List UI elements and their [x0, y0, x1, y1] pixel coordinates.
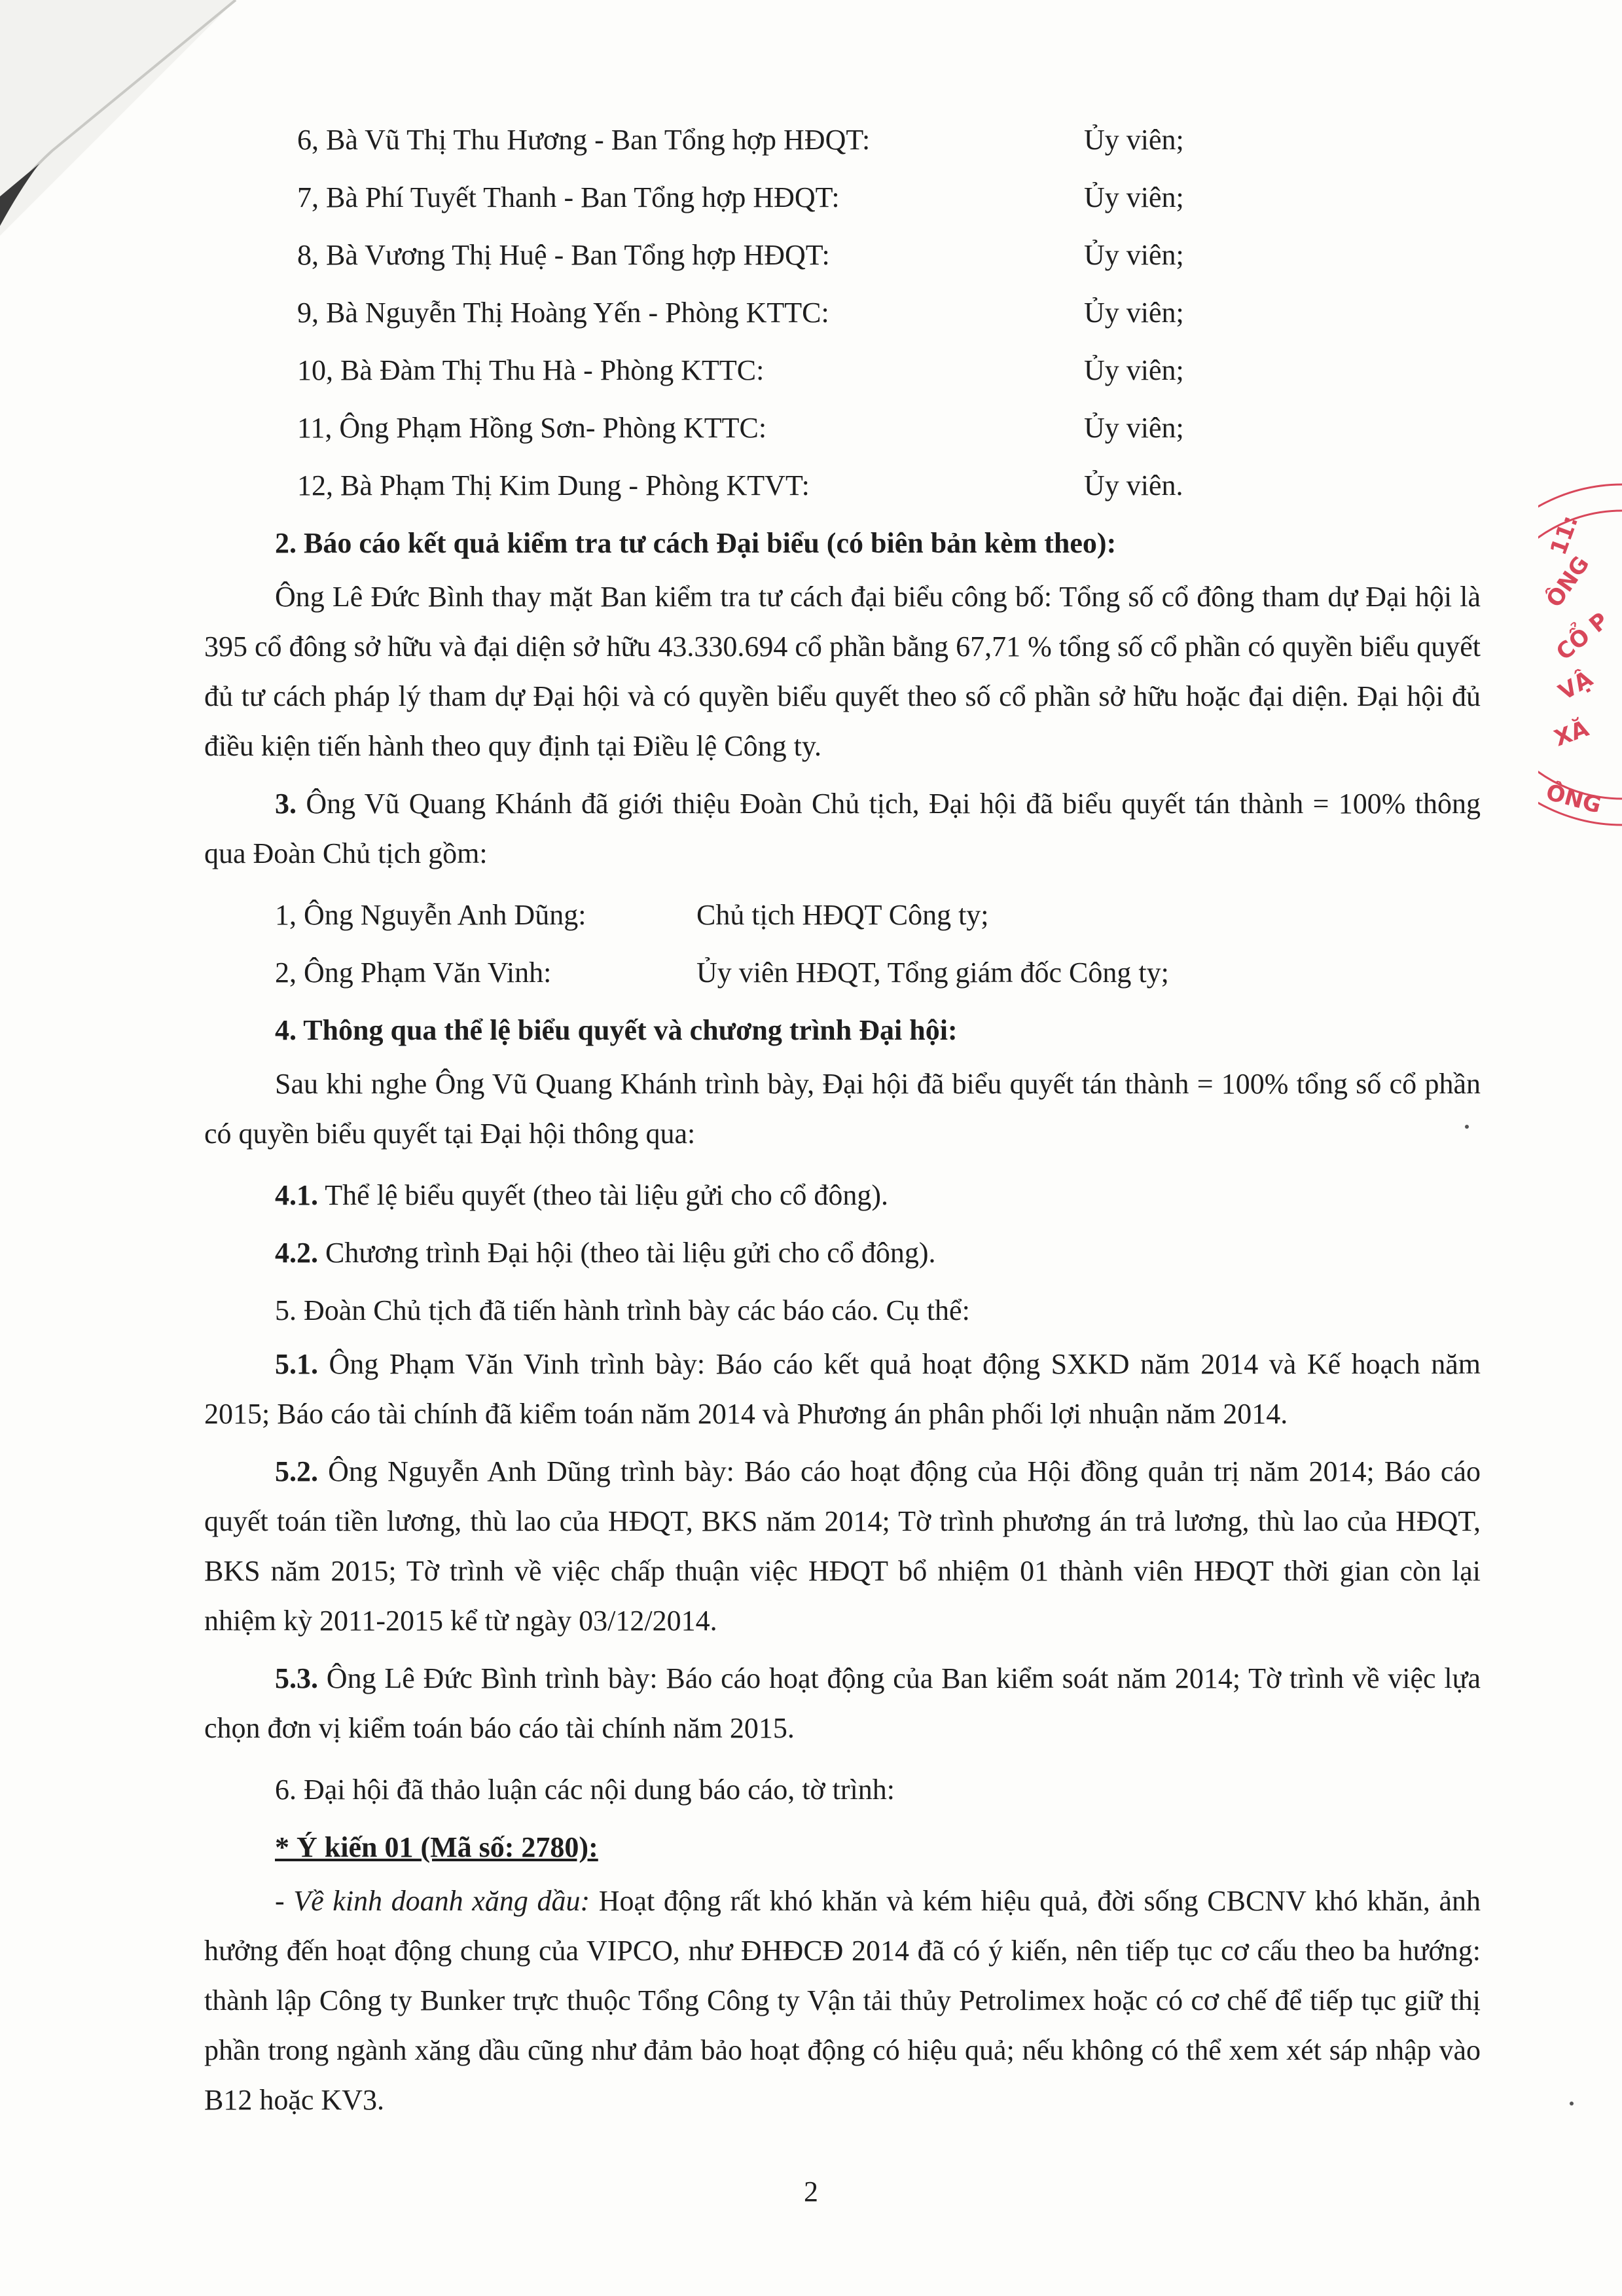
section-4-item-1 — [204, 1167, 1481, 1224]
chair-name: 2, Ông Phạm Văn Vinh: — [275, 957, 552, 989]
svg-text:VẬ: VẬ — [1554, 665, 1598, 706]
company-stamp — [1538, 471, 1622, 838]
opinion-text — [204, 1876, 1481, 2125]
member-row — [204, 169, 1481, 227]
chair-row — [204, 886, 1481, 944]
section-2-heading: 2. Báo cáo kết quả kiểm tra tư cách Đại biểu (có biên bản kèm theo): — [275, 527, 1117, 559]
section-3-number: 3. — [275, 788, 297, 820]
member-name: 8, Bà Vương Thị Huệ - Ban Tổng hợp HĐQT: — [297, 239, 830, 271]
svg-text:CỔ P: CỔ P — [1551, 608, 1614, 666]
opinion-body: Hoạt động rất khó khăn và kém hiệu quả, đời sống CBCNV khó khăn, ảnh hưởng đến hoạt động chung của VIPCO, như ĐHĐCĐ 2014 đã có ý kiến, nên tiếp tục cơ cấu theo ba hướng: thành lập Công ty Bunker trực thuộc Tổng Công ty Vận tải thủy Petrolimex hoặc có cơ chế để tiếp tục giữ thị phần trong ngành xăng dầu cũng như đảm bảo hoạt động có hiệu quả; nếu không có thể xem xét sáp nhập vào B12 hoặc KV3. — [204, 1885, 1481, 2116]
item-number: 4.2. — [275, 1237, 318, 1269]
member-role: Ủy viên; — [1084, 239, 1184, 271]
member-role: Ủy viên; — [1084, 297, 1184, 329]
page-number: 2 — [804, 2176, 818, 2208]
member-row — [204, 457, 1481, 515]
section-2-text: Ông Lê Đức Bình thay mặt Ban kiểm tra tư cách đại biểu công bố: Tổng số cổ đông tham dự Đại hội là 395 cổ đông sở hữu và đại diện sở hữu 43.330.694 cổ phần bằng 67,71 % tổng số cổ phần có quyền biểu quyết đủ tư cách pháp lý tham dự Đại hội và có quyền biểu quyết theo số cổ phần sở hữu hoặc đại diện. Đại hội đủ điều kiện tiến hành theo quy định tại Điều lệ Công ty. — [204, 581, 1481, 762]
member-row — [204, 111, 1481, 169]
scan-speck — [1570, 2102, 1574, 2105]
item-text: Thể lệ biểu quyết (theo tài liệu gửi cho cổ đông). — [318, 1179, 889, 1211]
member-name: 6, Bà Vũ Thị Thu Hương - Ban Tổng hợp HĐQT: — [297, 124, 871, 156]
member-role: Ủy viên; — [1084, 354, 1184, 386]
item-number: 5.3. — [275, 1662, 318, 1694]
document-body — [204, 111, 1481, 2133]
member-name: 10, Bà Đàm Thị Thu Hà - Phòng KTTC: — [297, 354, 765, 386]
chair-row — [204, 944, 1481, 1002]
svg-text:ÔNG: ÔNG — [1541, 551, 1595, 613]
section-4-text: Sau khi nghe Ông Vũ Quang Khánh trình bày, Đại hội đã biểu quyết tán thành = 100% tổng số cổ phần có quyền biểu quyết tại Đại hội thông qua: — [204, 1068, 1481, 1150]
scan-speck — [1465, 1125, 1469, 1129]
member-name: 9, Bà Nguyễn Thị Hoàng Yến - Phòng KTTC: — [297, 297, 829, 329]
item-number: 4.1. — [275, 1179, 318, 1211]
section-3-body: Ông Vũ Quang Khánh đã giới thiệu Đoàn Chủ tịch, Đại hội đã biểu quyết tán thành = 100% thông qua Đoàn Chủ tịch gồm: — [204, 788, 1481, 869]
member-role: Ủy viên; — [1084, 124, 1184, 156]
opinion-title: * Ý kiến 01 (Mã số: 2780): — [275, 1831, 598, 1863]
section-3-text — [204, 779, 1481, 879]
member-name: 11, Ông Phạm Hồng Sơn- Phòng KTTC: — [297, 412, 767, 444]
member-name: 12, Bà Phạm Thị Kim Dung - Phòng KTVT: — [297, 469, 810, 501]
section-5-item-1 — [204, 1339, 1481, 1439]
section-4-item-2 — [204, 1224, 1481, 1282]
item-number: 5.2. — [275, 1455, 318, 1487]
chair-role: Chủ tịch HĐQT Công ty; — [696, 899, 989, 931]
chair-name: 1, Ông Nguyễn Anh Dũng: — [275, 899, 586, 931]
item-text: Chương trình Đại hội (theo tài liệu gửi cho cổ đông). — [318, 1237, 936, 1269]
svg-text:11:: 11: — [1545, 512, 1584, 559]
section-5-item-3 — [204, 1654, 1481, 1753]
member-role: Ủy viên; — [1084, 181, 1184, 213]
chair-role: Ủy viên HĐQT, Tổng giám đốc Công ty; — [696, 957, 1169, 989]
svg-text:ÔNG: ÔNG — [1543, 779, 1604, 819]
section-6-heading: 6. Đại hội đã thảo luận các nội dung báo cáo, tờ trình: — [275, 1774, 895, 1806]
member-row — [204, 284, 1481, 342]
item-text: Ông Phạm Văn Vinh trình bày: Báo cáo kết quả hoạt động SXKD năm 2014 và Kế hoạch năm 2015; Báo cáo tài chính đã kiểm toán năm 2014 và Phương án phân phối lợi nhuận năm 2014. — [204, 1348, 1481, 1430]
item-number: 5.1. — [275, 1348, 318, 1380]
member-row — [204, 227, 1481, 284]
svg-text:XĂ: XĂ — [1551, 715, 1593, 752]
member-role: Ủy viên; — [1084, 412, 1184, 444]
opinion-heading — [204, 1819, 1481, 1876]
item-text: Ông Nguyễn Anh Dũng trình bày: Báo cáo hoạt động của Hội đồng quản trị năm 2014; Báo cáo quyết toán tiền lương, thù lao của HĐQT, BKS năm 2014; Tờ trình phương án trả lương, thù lao của HĐQT, BKS năm 2015; Tờ trình về việc chấp thuận việc HĐQT bổ nhiệm 01 thành viên HĐQT thời gian còn lại nhiệm kỳ 2011-2015 kể từ ngày 03/12/2014. — [204, 1455, 1481, 1637]
opinion-label: - Về kinh doanh xăng dầu: — [275, 1885, 590, 1917]
item-text: Ông Lê Đức Bình trình bày: Báo cáo hoạt động của Ban kiểm soát năm 2014; Tờ trình về việc lựa chọn đơn vị kiểm toán báo cáo tài chính năm 2015. — [204, 1662, 1481, 1744]
member-role: Ủy viên. — [1084, 469, 1183, 501]
section-4-heading: 4. Thông qua thể lệ biểu quyết và chương trình Đại hội: — [275, 1014, 958, 1046]
member-row — [204, 399, 1481, 457]
member-name: 7, Bà Phí Tuyết Thanh - Ban Tổng hợp HĐQT: — [297, 181, 840, 213]
section-5-heading: 5. Đoàn Chủ tịch đã tiến hành trình bày các báo cáo. Cụ thể: — [275, 1294, 970, 1326]
member-row — [204, 342, 1481, 399]
section-5-item-2 — [204, 1447, 1481, 1646]
